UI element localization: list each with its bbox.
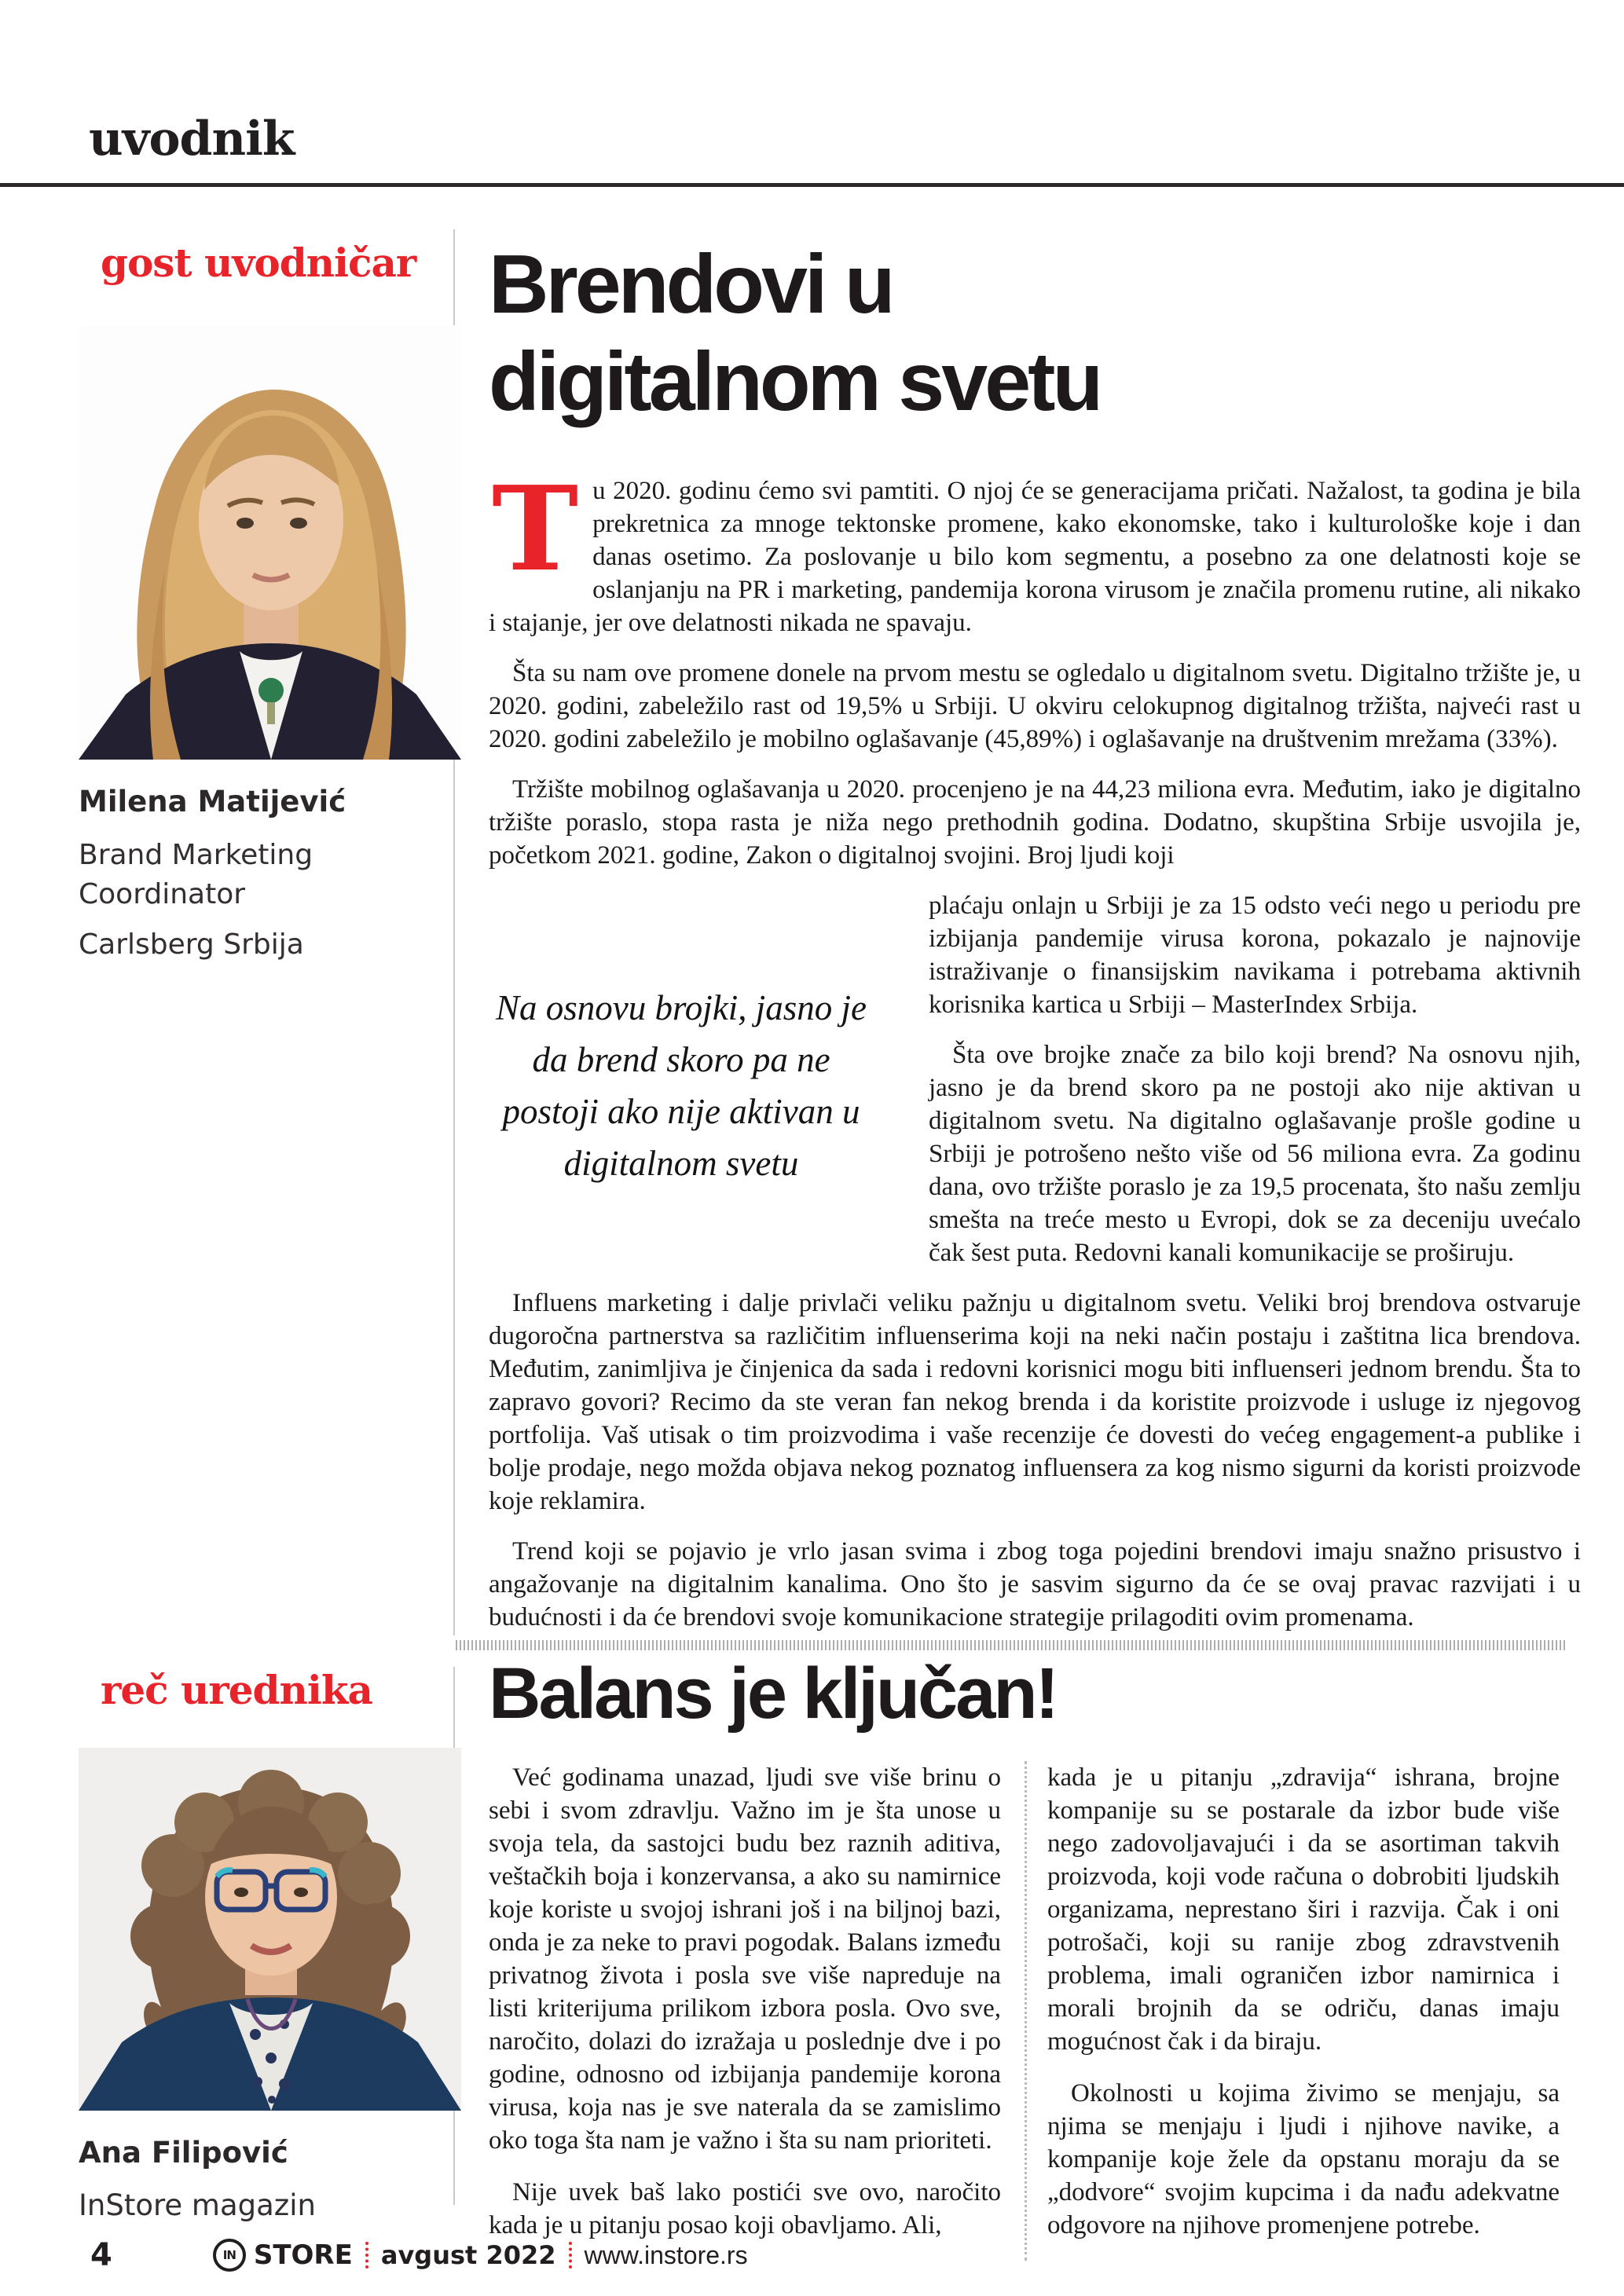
two-column-body (489, 1761, 1581, 2261)
editor-author-company: InStore magazin (79, 2188, 316, 2222)
instore-logo-text: STORE (253, 2239, 353, 2271)
section-hatch-divider (456, 1640, 1565, 1650)
editor-author-name: Ana Filipović (79, 2136, 288, 2170)
paragraph: Influens marketing i dalje privlači veliku pažnju u digitalnom svetu. Veliki broj brendova ostvaruje dugoročna partnerstva sa različitim influenserima koji na neki način postaju i zaštitna lica brendova. Međutim, zanimljiva je činjenica da sada i redovni korisnici mogu biti influenseri jednom brendu. Šta to zapravo govori? Recimo da ste veran fan nekog brenda i da koristite proizvode i usluge iz njegovog portfolija. Vaš utisak o tim proizvodima i vaše recenzije će dovesti do većeg engagement-a publike i bolje prodaje, nego možda objava nekog poznatog influensera za kog nismo sigurni da koristi proizvode koje reklamira. (489, 1289, 1581, 1515)
dotted-separator (569, 2242, 572, 2269)
article-title-line2: digitalnom svetu (489, 335, 1101, 428)
paragraph: kada je u pitanju „zdravija“ ishrana, brojne kompanije su se postarale da izbor bude više nego zadovoljavajući i da se asortiman takvih proizvoda, koji vode računa o dobrobiti ljudskih organizama, neprestano širi i razvija. Čak i oni potrošači, koji su ranije zbog zdravstvenih problema, imali ograničen izbor namirnica i morali brojnih da se odriču, danas imaju mogućnost čak i da biraju. (1047, 1763, 1560, 2056)
guest-author-name: Milena Matijević (79, 785, 346, 818)
portrait-photo-milena (79, 325, 461, 760)
page-footer (90, 2237, 748, 2273)
paragraph: Nije uvek baš lako postići sve ovo, naročito kada je u pitanju posao koji obavljamo. Ali, (489, 2178, 1001, 2239)
top-rule-divider (0, 183, 1624, 187)
guest-author-role: Brand Marketing Coordinator (79, 839, 313, 910)
guest-editorial-sidebar (79, 240, 461, 961)
instore-logo (213, 2239, 353, 2272)
paragraph: Već godinama unazad, ljudi sve više brinu o sebi i svom zdravlju. Važno im je šta unose u svoja tela, da sastojci budu bez raznih aditiva, veštačkih boja i konzervansa, a ako su namirnice koje koriste u svojoj ishrani još i na biljnoj bazi, onda je za neke to pravi pogodak. Balans između privatnog života i posla sve više napreduje na listi kriterijuma prilikom izbora posla. Ovo sve, naročito, dolazi do izražaja u poslednje dve i po godine, odnosno od izbijanja pandemije korona virusa, koja nas je sve naterala da se zamislimo oko toga šta nam je važno i šta su nam prioriteti. (489, 1763, 1001, 2155)
paragraph: Šta ove brojke znače za bilo koji brend? Na osnovu njih, jasno je da brend skoro pa ne postoji ako nije aktivan u digitalnom svetu. Na digitalno oglašavanje prošle godine u Srbiji je potrošeno nešto više od 56 miliona evra. Za godinu dana, ovo tržište poraslo je za 19,5 procenata, što našu zemlju smešta na treće mesto u Evropi, dok se za deceniju uvećalo čak šest puta. Redovni kanali komunikacije se proširuju. (929, 1041, 1581, 1267)
instore-logo-icon: IN (213, 2239, 246, 2272)
paragraph: Tu 2020. godinu ćemo svi pamtiti. O njoj će se generacijama pričati. Nažalost, ta godina je bila prekretnica za mnoge tektonske promene, kako ekonomske, tako i kulturološke koje i dan danas osetimo. Za poslovanje u bilo kom segmentu, a posebno za one delatnosti koje se oslanjanju na PR i marketing, pandemija korona virusom je značila promenu rutine, ali nikako i stajanje, jer ove delatnosti nikada ne spavaju. (489, 460, 1581, 637)
footer-issue-date: avgust 2022 (380, 2240, 556, 2270)
page-section-label: uvodnik (89, 112, 295, 167)
paragraph: Tržište mobilnog oglašavanja u 2020. procenjeno je na 44,23 miliona evra. Međutim, iako je digitalno tržište poraslo, stopa rasta je niža nego prethodnih godina. Dodatno, skupština Srbije usvojila je, početkom 2021. godine, Zakon o digitalnoj svojini. Broj ljudi koji (489, 775, 1581, 870)
paragraph: Okolnosti u kojima živimo se menjaju, sa njima se menjaju i ljudi i njihove navike, a kompanije koje žele da opstanu moraju da se „dodvore“ svojim kupcima i da nađu adekvatne odgovore na njihove promenjene potrebe. (1047, 2079, 1560, 2239)
editor-article-title: Balans je ključan! (489, 1653, 1058, 1734)
left-text-column (489, 1761, 1001, 2261)
editor-word-sidebar (79, 1667, 461, 2222)
paragraph: Trend koji se pojavio je vrlo jasan svima i zbog toga pojedini brendovi imaju snažno prisustvo i angažovanje na digitalnim kanalima. Ono što je sasvim sigurno da će se ovaj pravac razvijati i u budućnosti i da će brendovi svoje komunikacione strategije prilagoditi ovim promenama. (489, 1537, 1581, 1631)
right-text-column (1025, 1761, 1560, 2261)
paragraph: plaćaju onlajn u Srbiji je za 15 odsto veći nego u periodu pre izbijanja pandemije virusa korona, pokazalo je najnovije istraživanje o finansijskim navikama i potrebama aktivnih korisnika kartica u Srbiji – MasterIndex Srbija. (929, 892, 1581, 1019)
portrait-photo-ana (79, 1748, 461, 2111)
guest-editorial-kicker: gost uvodničar (101, 240, 416, 286)
guest-editorial-article (489, 236, 1581, 1651)
dotted-separator (365, 2242, 368, 2269)
guest-author-company: Carlsberg Srbija (79, 928, 304, 961)
footer-website: www.instore.rs (584, 2240, 748, 2269)
article-title (489, 236, 1581, 430)
editor-word-kicker: reč urednika (101, 1667, 372, 1713)
article-body (489, 460, 1581, 1634)
pull-quote-text: Na osnovu brojki, jasno je da brend skoro pa ne postoji ako nije aktivan u digitalnom svetu (495, 988, 867, 1183)
editor-word-article (489, 1653, 1581, 2261)
page-number: 4 (90, 2237, 112, 2273)
pull-quote (489, 889, 929, 1282)
article-title-line1: Brendovi u (489, 238, 893, 331)
drop-cap: T (492, 460, 579, 597)
paragraph: Šta su nam ove promene donele na prvom mestu se ogledalo u digitalnom svetu. Digitalno tržište je, u 2020. godini, zabeležilo rast od 19,5% u Srbiji. U okviru celokupnog digitalnog tržišta, najveći rast u 2020. godini zabeležilo je mobilno oglašavanje (45,89%) i oglašavanje na društvenim mrežama (33%). (489, 659, 1581, 753)
